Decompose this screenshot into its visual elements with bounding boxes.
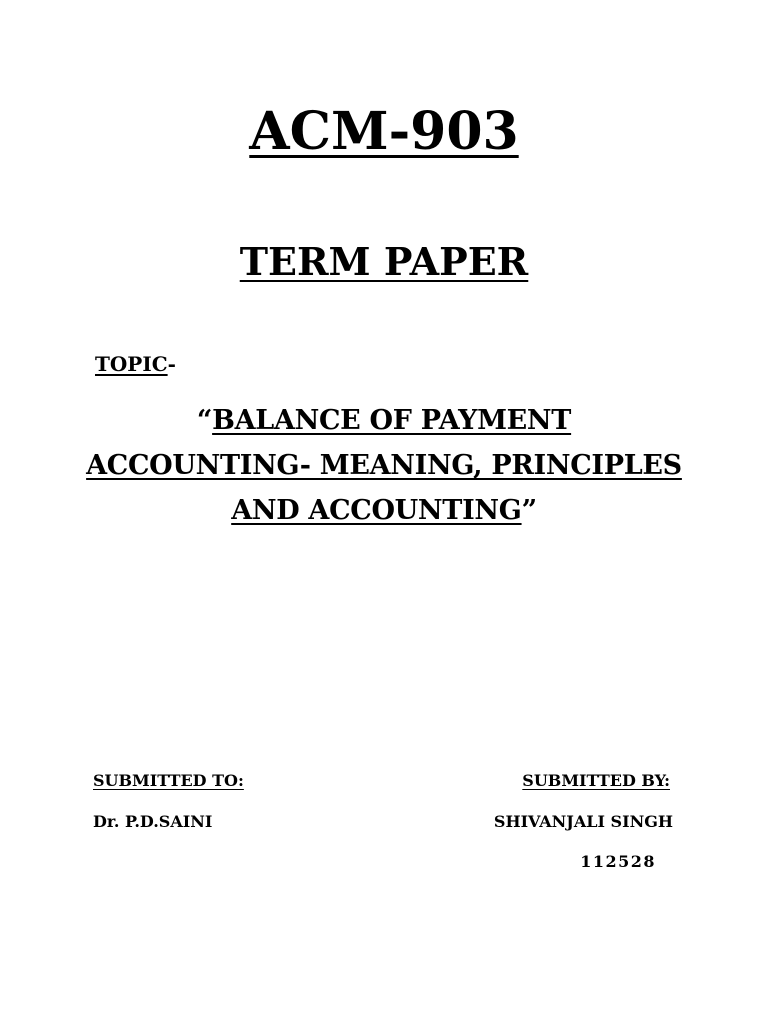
topic-label-text: TOPIC: [95, 352, 168, 376]
course-code-heading: [0, 100, 768, 164]
submitted-by-name: SHIVANJALI SINGH: [493, 812, 673, 831]
document-type-text: TERM PAPER: [239, 239, 529, 284]
topic-title: [60, 398, 708, 533]
topic-title-line-2: [60, 443, 708, 488]
topic-title-line-3: [60, 488, 708, 533]
submitted-to-name: Dr. P.D.SAINI: [93, 812, 213, 831]
topic-title-line-1: [60, 398, 708, 443]
document-type-heading: [0, 237, 768, 287]
topic-label-suffix: -: [167, 352, 176, 376]
submitted-to-label: SUBMITTED TO:: [93, 771, 244, 790]
submitted-by-label: SUBMITTED BY:: [522, 771, 670, 790]
topic-line-3-text: AND ACCOUNTING: [231, 495, 522, 526]
course-code-text: ACM-903: [249, 101, 519, 162]
topic-close-quote: ”: [521, 495, 537, 526]
submitted-by-roll-number: 112528: [580, 852, 656, 871]
topic-line-1-text: BALANCE OF PAYMENT: [212, 405, 572, 436]
topic-label: [95, 350, 176, 378]
topic-line-2-text: ACCOUNTING- MEANING, PRINCIPLES: [86, 450, 682, 481]
topic-open-quote: “: [196, 405, 213, 436]
